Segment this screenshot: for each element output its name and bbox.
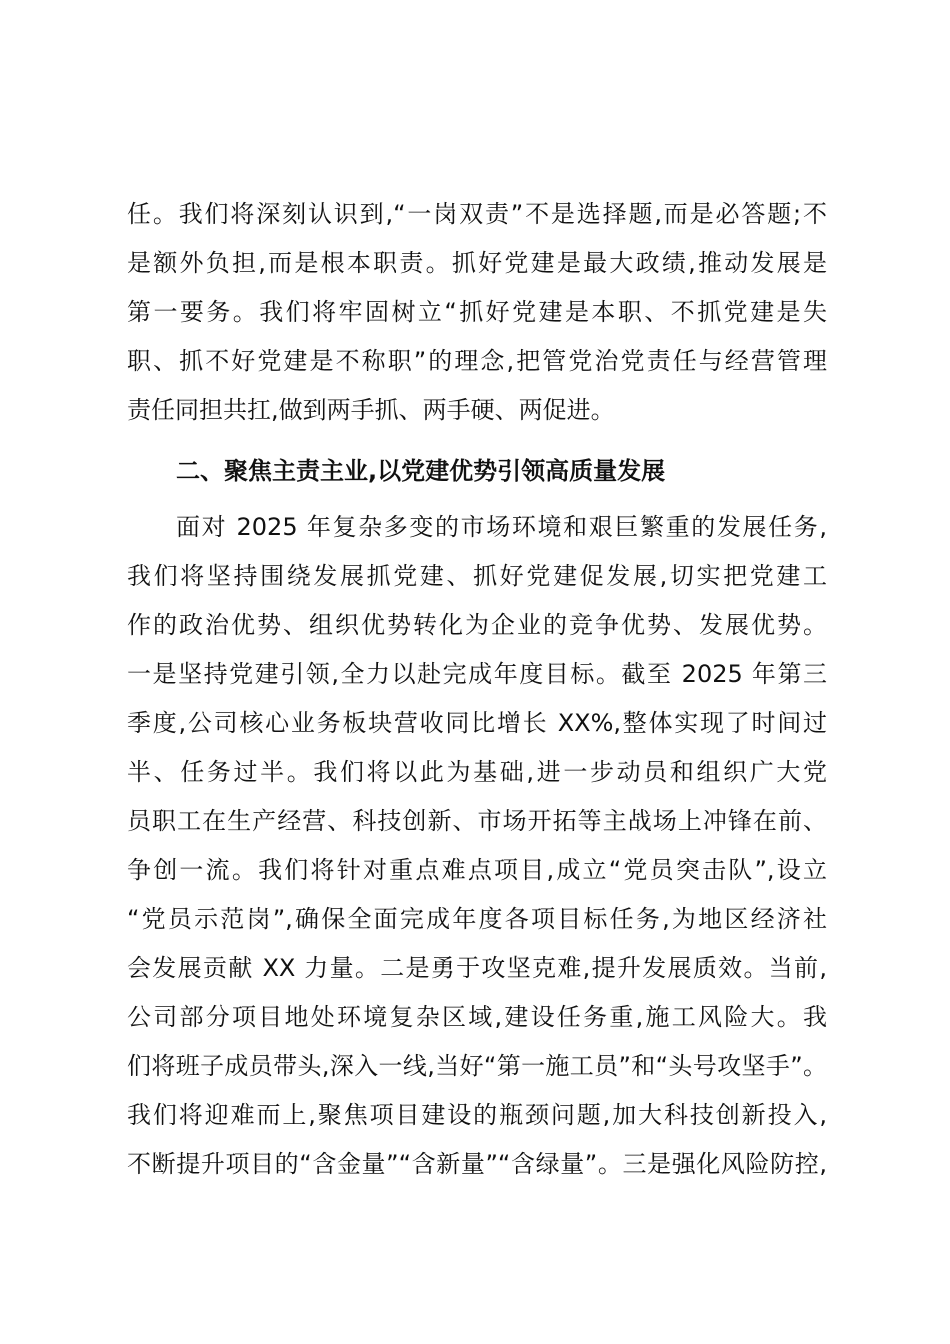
paragraph-line: 一是坚持党建引领,全力以赴完成年度目标。截至 2025 年第三 [127,660,827,688]
paragraph-line: 作的政治优势、组织优势转化为企业的竞争优势、发展优势。 [127,611,827,639]
paragraph-development [127,503,827,1189]
paragraph-line: 争创一流。我们将针对重点难点项目,成立“党员突击队”,设立 [127,856,827,884]
paragraph-line: “党员示范岗”,确保全面完成年度各项目标任务,为地区经济社 [127,905,827,933]
paragraph-line: 责任同担共扛,做到两手抓、两手硬、两促进。 [127,396,615,424]
paragraph-line: 半、任务过半。我们将以此为基础,进一步动员和组织广大党 [127,758,827,786]
paragraph-line: 第一要务。我们将牢固树立“抓好党建是本职、不抓党建是失 [127,298,827,326]
paragraph-line: 不断提升项目的“含金量”“含新量”“含绿量”。三是强化风险防控, [127,1150,827,1178]
paragraph-line: 们将班子成员带头,深入一线,当好“第一施工员”和“头号攻坚手”。 [127,1052,827,1080]
section-heading: 二、聚焦主责主业,以党建优势引领高质量发展 [176,457,666,485]
paragraph-responsibility [127,190,827,435]
paragraph-line: 我们将坚持围绕发展抓党建、抓好党建促发展,切实把党建工 [127,562,827,590]
paragraph-line: 我们将迎难而上,聚焦项目建设的瓶颈问题,加大科技创新投入, [127,1101,827,1129]
paragraph-line: 公司部分项目地处环境复杂区域,建设任务重,施工风险大。我 [127,1003,827,1031]
paragraph-line: 面对 2025 年复杂多变的市场环境和艰巨繁重的发展任务, [176,513,827,541]
paragraph-line: 季度,公司核心业务板块营收同比增长 XX%,整体实现了时间过 [127,709,827,737]
paragraph-line: 会发展贡献 XX 力量。二是勇于攻坚克难,提升发展质效。当前, [127,954,827,982]
paragraph-line: 是额外负担,而是根本职责。抓好党建是最大政绩,推动发展是 [127,249,827,277]
paragraph-line: 任。我们将深刻认识到,“一岗双责”不是选择题,而是必答题;不 [127,200,827,228]
paragraph-line: 员职工在生产经营、科技创新、市场开拓等主战场上冲锋在前、 [127,807,827,835]
paragraph-line: 职、抓不好党建是不称职”的理念,把管党治党责任与经营管理 [127,347,827,375]
